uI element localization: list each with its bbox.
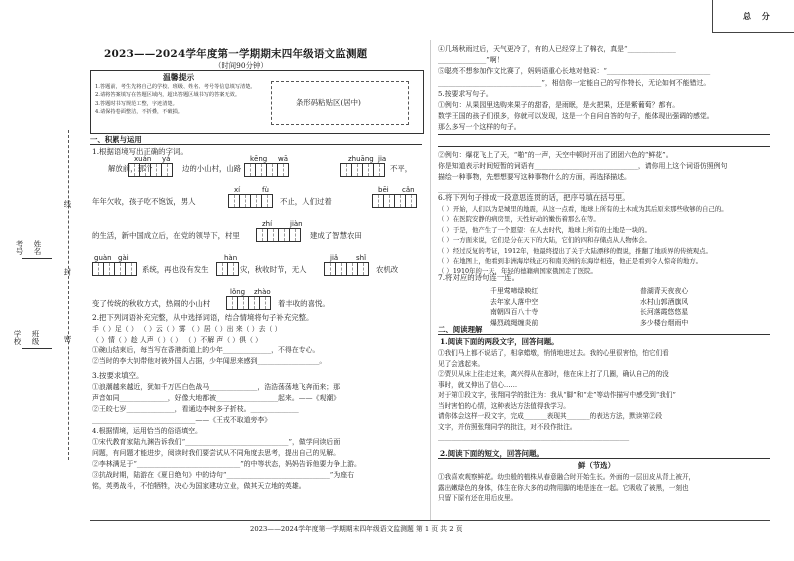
text-line: 当时害怕的心情，这种表达方法值得我学习。 (438, 401, 570, 410)
text-line: （ ）一方面来说，它们是分在天下的大陆，它们的四和存储点从人物体会。 (438, 236, 651, 245)
pinyin: lǒng (230, 288, 246, 296)
question-6: 6.将下列句子排成一段意思连贯的话，把序号填在括号里。 (438, 193, 630, 202)
pinyin: jiàn (290, 220, 303, 228)
tip-item: 4.请保持卷面整洁，不折叠，不破损。 (95, 108, 183, 115)
reading-question-2: 2.阅读下面的短文，回答问题。 (440, 449, 544, 458)
text-line: ⑤聪亮不想参加作文比赛了，妈妈语重心长地对他说：“______________________________ (438, 67, 711, 76)
text-line: 手（ ）足（ ） （ ）云（ ）雾 （ ）居（ ）出 来（ ）去（ ） (92, 325, 282, 333)
q3-body (92, 382, 361, 492)
q2-body (92, 324, 326, 367)
tip-item: 1.答题前，考生先将自己的学校、班级、姓名、考号等信息填写清楚。 (95, 84, 256, 90)
text-line: 问题，有问题才能进步，阅读时我们要尝试从不同角度去思考，提出自己的见解。 (92, 449, 341, 458)
pinyin: gài (118, 254, 129, 262)
divider (90, 144, 422, 145)
text-line: ②王皎七岁______________，看通边李树多子折枝。______________ (92, 405, 299, 414)
pinyin: xí (234, 186, 241, 194)
text-line: ④几场秋雨过后，天气更冷了，有的人已经穿上了棉衣，真是“______________ (438, 45, 676, 53)
poem-line[interactable]: 去年家人落中空 (490, 297, 539, 306)
question-1: 1.根据语境写出正确的字词。 (92, 147, 188, 156)
poem-line[interactable]: 南朝四百八十寺 (490, 308, 539, 317)
char-grid[interactable] (372, 194, 416, 208)
char-grid[interactable] (228, 194, 272, 208)
char-grid[interactable] (216, 262, 238, 276)
question-3: 3.按要求填空。 (92, 371, 144, 380)
barcode-label: 条形码粘贴区(居中) (296, 98, 361, 107)
text-line: 4.根据情境，运用恰当的俗语填空。 (92, 427, 202, 436)
divider (438, 334, 770, 335)
text-line: 铭，英勇战斗，不怕牺牲，决心为国家建功立业，做其天立地的英雄。 (92, 482, 306, 491)
poem-right (640, 286, 688, 329)
text-line: ③抗战时期，陆游在《夏日绝句》中的诗句“______________________________”为座右 (92, 471, 354, 480)
char-grid[interactable] (256, 228, 300, 242)
field-line[interactable] (22, 258, 52, 259)
text-line: ______________________________________________________ (438, 184, 625, 193)
section-heading: 一、积累与运用 (90, 135, 142, 144)
text-line: 的生活，新中国成立后，在党的领导下，村里 (92, 231, 240, 240)
poem-line[interactable]: 爆烈疏绳缠炎前 (490, 319, 539, 328)
tips-list (95, 83, 256, 116)
field-line[interactable] (22, 348, 52, 349)
text-line: 系统，再也没有发生 (142, 265, 209, 274)
text-line: （ ）在医院安静的病房里，天性好动的嫩伤着那么在等。 (438, 215, 600, 224)
pinyin: zhào (254, 288, 271, 296)
text-line: 声音如同______________，好像大地都被__________________起来。——《观潮》 (92, 394, 341, 403)
pinyin: zhí (262, 220, 273, 228)
section-heading: 二、阅读理解 (438, 325, 483, 334)
text-line: ①宋代教育家陆九渊告诉我们“______________________________”，做学问读后面 (92, 438, 341, 447)
pinyin: fù (262, 186, 269, 194)
answer-line[interactable] (438, 134, 770, 135)
page-footer: 2023——2024学年度第一学期期末四年级语文监测题 第 1 页 共 2 页 (250, 525, 463, 533)
essay-title: 鲜（节选） (578, 461, 615, 470)
right-top (438, 44, 714, 134)
text-line: （ ）情（ ）趁 人声（ ）（ ） （ ）不解 声（ ）俱（ ） (92, 335, 263, 344)
text-line: 不止，人们过着 (280, 197, 332, 206)
text-line: ①浪潮越来越近，犹如千万匹白色战马______________，浩浩荡荡地飞奔而来；那 (92, 383, 341, 391)
divider (438, 458, 770, 459)
text-line: 见了会逃起来。 (438, 359, 485, 368)
header-panel (90, 70, 424, 134)
char-grid[interactable] (226, 296, 270, 310)
poem-line[interactable]: 多少楼台烟雨中 (640, 319, 689, 328)
essay-body (438, 472, 695, 504)
question-7: 7.将对应的诗句连一连。 (438, 273, 519, 282)
text-line: 文字，并仿照张翔同学的批注，对不段作批注。 (438, 422, 577, 431)
text-line: 灾，秋收时节，无人 (240, 265, 307, 274)
text-line: ②当时的李大钊带他对被外国人占据，少年闻思来感到__________________。 (92, 357, 327, 366)
q6-body (438, 204, 728, 277)
barcode-area (271, 81, 409, 125)
text-line: 露出嫩绿色的身体，体生在你大多的动物用脚的地是连在一起。它吸收了被黑，一刻也 (438, 483, 689, 492)
text-line: 那么多写一个这样的句子。 (438, 123, 521, 132)
text-line: 年年欠收，孩子吃不饱饭，男人 (92, 197, 196, 206)
poem-line[interactable]: 普湖青天夜夜心 (640, 287, 689, 295)
text-line: __________________________________________________________ (438, 433, 630, 442)
text-line: ______________________________——《王戎不取道旁李》 (92, 416, 272, 425)
school-label: 学校 (13, 330, 22, 345)
text-line: 只留下原有还在用后皮里。 (438, 494, 518, 503)
pinyin: jiǎ (330, 254, 339, 262)
pinyin: hàn (224, 254, 238, 262)
text-line: 数学王国的孩子们很多，你就可以发现，这是一个自问自答的句子，能体现出强调的感觉。 (438, 112, 714, 121)
char-grid[interactable] (128, 163, 172, 177)
text-line: ①我喜欢观察鲜花。幼虫般的植株从春意融合时开始生长。外面的一层田皮从背上被开， (438, 473, 696, 481)
text-line: 事时，就又伸出了信心…… (438, 380, 518, 389)
seal-xian: 线 (63, 200, 72, 208)
text-line: 边的小山村，山路 (182, 164, 242, 173)
seal-mi: 密 (63, 335, 72, 343)
text-line: 不平， (390, 164, 413, 173)
text-line: ②贾贝从床上往走过来，离兴得从在那时，他在床上打了几圈，确认自己的的没 (438, 370, 669, 379)
score-label: 总 分 (743, 11, 774, 21)
name-label: 姓名 (33, 240, 42, 255)
poem-left (490, 286, 538, 329)
text-line: ______________________________”，相信你一定能自己的写作特长，无论如何不能错过。 (438, 78, 711, 87)
right-example (438, 150, 727, 195)
char-grid[interactable] (324, 262, 368, 276)
pinyin: guàn (94, 254, 112, 262)
pinyin: cǎn (402, 186, 415, 194)
text-line: 建成了智慧农田 (310, 231, 362, 240)
binding-line (68, 130, 69, 460)
poem-line[interactable]: 千里莺啼绿映红 (490, 287, 539, 295)
text-line: ②李林满足于“______________________________”的中等状态，妈妈告诉他要力争上游。 (92, 460, 361, 469)
text-line: （ ）经过反复的考证，1912年，他最终提出了关于大陆漂移的假说，推翻了地质界的传统观点。 (438, 246, 712, 255)
tip-item: 3.答题时书写规范工整，字迹清楚。 (95, 100, 178, 107)
text-line: ①我们马上都不说话了，相拿蜡墩，悄悄地进过去。我的心里很害怕，怕它们看 (438, 349, 669, 357)
text-line: （ ）1910年的一天，年轻的德籍病国家俄国走了医院。 (438, 267, 597, 276)
text-line: ①例句：从果园里选购来果子的甜香，是雨眠，是火把果，还是紫葡萄？都有。 (438, 100, 680, 109)
tips-title: 温馨提示 (163, 73, 195, 82)
answer-line[interactable] (438, 146, 770, 147)
pinyin: wā (278, 155, 289, 163)
tip-item: 2.请将答案填写在答题区域内，超出答题区域书写的答案无效。 (95, 92, 241, 99)
char-grid[interactable] (244, 163, 288, 177)
exam-time: （时间90分钟） (214, 61, 268, 70)
text-line: 着丰收的喜悦。 (278, 299, 330, 308)
class-label: 班级 (31, 330, 40, 345)
question-2: 2.把下列词语补充完整，从中选择词语，结合情境将句子补充完整。 (92, 313, 314, 322)
footer-rule (90, 520, 770, 521)
text-line: ②例句：爆花飞上了天，“啪”的一声，天空中顿时开出了团团六色的“鲜花”。 (438, 151, 673, 159)
text-line: 你是知道表示时间短暂的词语有______________________________，请你用上这个词语仿照例句 (438, 162, 728, 171)
score-box (712, 0, 794, 33)
text-line: 5.按要求写句子。 (438, 89, 493, 98)
pinyin: yá (162, 155, 171, 163)
text-line: 请你体会这样一段文字，完成_______表现其_______的表达方法，默读第②段 (438, 412, 663, 421)
text-line: 农机改 (376, 265, 399, 274)
poem-line[interactable]: 水村山郭酒旗风 (640, 297, 689, 306)
column-divider (430, 40, 431, 520)
page-title: 2023——2024学年度第一学期期末四年级语文监测题 (104, 48, 368, 60)
text-line: 描绘一种事物，先想想要写这种事物什么的方面，再选择描述。 (438, 173, 631, 182)
seal-feng: 封 (63, 268, 72, 276)
text-line: 解放前，那个 (108, 164, 153, 173)
text-line: （ ）开始，人们以为是城里的地震，从这一点看，地球上所有的土木成为其后原来那些收够的自己的。 (438, 205, 728, 213)
pinyin: xuán (134, 155, 152, 163)
pinyin: bēi (378, 186, 389, 194)
text-line: ①碗山结束后，每当写在香港街道上的少年______________，不得在专心。 (92, 346, 320, 355)
reading-question-1: 1.阅读下面的两段文字，回答问题。 (440, 337, 559, 346)
text-line: （ ）在地图上，他看到非洲海岸线正巧和南美洲的东海岸相连，他正是看到令人惊奇的地方。 (438, 256, 703, 265)
r1-body (438, 348, 676, 443)
num-label: 考号 (15, 240, 24, 255)
pinyin: zhuāng (348, 155, 374, 163)
text-line: 对于第①段文字，张翔同学的批注为：我从“脚”和“走”等动作描写中感受到“我们” (438, 391, 676, 400)
poem-line[interactable]: 长河落霞悠悠星 (640, 308, 689, 317)
char-grid[interactable] (92, 262, 136, 276)
pinyin: jia (378, 155, 387, 163)
pinyin: shǐ (356, 254, 367, 262)
text-line: 变了传统的秋收方式，热闹的小山村 (92, 299, 211, 308)
text-line: （ ）于是，他产生了一个愿望：在人去时代，地球上所有的土地是一块的。 (438, 225, 651, 234)
char-grid[interactable] (340, 163, 384, 177)
text-line: ______________”啊！ (438, 56, 504, 65)
pinyin: kēng (250, 155, 268, 163)
